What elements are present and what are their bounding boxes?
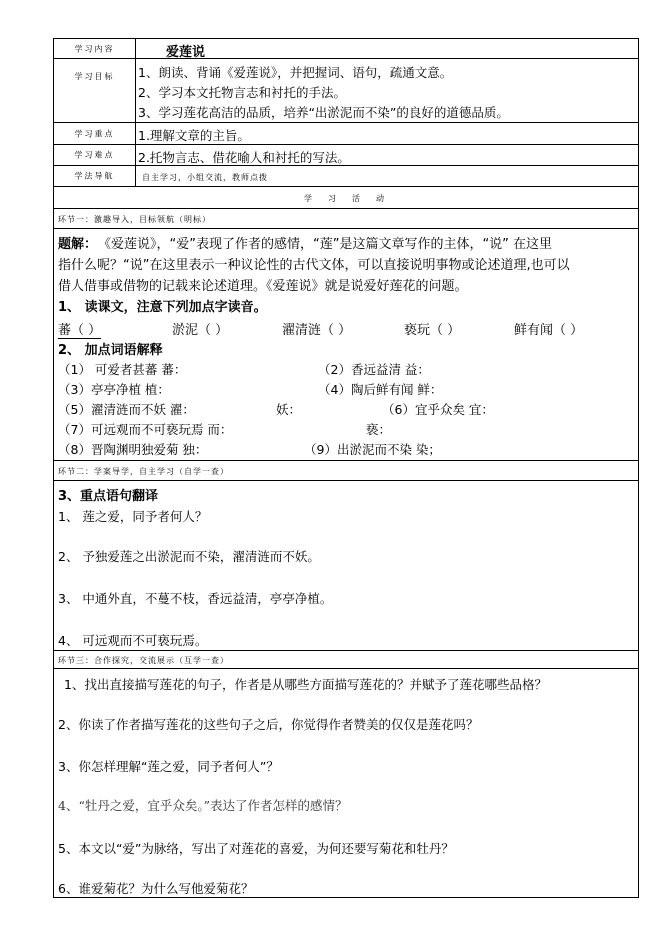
translate-item: 4、 可远观而不可亵玩焉。 xyxy=(58,633,208,648)
goals-list xyxy=(140,59,634,122)
pronounce-item: 蕃（ ） xyxy=(58,319,101,339)
word-item: （3）亭亭净植 植： xyxy=(58,382,170,397)
section3-title: 环节三：合作探究，交流展示（互学一查） xyxy=(58,656,229,665)
question-item: 1、找出直接描写莲花的句子，作者是从哪些方面描写莲花的？并赋予了莲花哪些品格？ xyxy=(64,677,547,692)
intro-line: 指什么呢？“说”在这里表示一种议论性的古代文体，可以直接说明事物或论述道理,也可以 xyxy=(58,258,570,273)
method-value: 自主学习，小组交流，教师点拨 xyxy=(142,173,268,182)
translate-item: 3、 中通外直，不蔓不枝，香远益清，亭亭净植。 xyxy=(58,591,333,606)
translate-item: 1、 莲之爱，同予者何人？ xyxy=(58,509,208,524)
difficulty-value: 2.托物言志、借花喻人和衬托的写法。 xyxy=(138,150,350,165)
section3-body xyxy=(54,669,638,897)
word-item: （9）出淤泥而不染 染； xyxy=(304,442,441,457)
question-item: 2、你读了作者描写莲花的这些句子之后，你觉得作者赞美的仅仅是莲花吗？ xyxy=(58,717,479,732)
key-label-cell xyxy=(54,123,136,144)
goal-item: 2、学习本文托物言志和衬托的手法。 xyxy=(138,85,346,100)
word-item: （7）可远观而不可亵玩焉 而： xyxy=(58,422,233,437)
goal-item: 3、学习莲花高洁的品质，培养“出淤泥而不染”的良好的道德品质。 xyxy=(138,105,509,120)
word-item: 妖： xyxy=(276,402,302,417)
goal-item: 1、朗读、背诵《爱莲说》，并把握词、语句，疏通文意。 xyxy=(138,65,453,80)
content-value-cell xyxy=(140,39,634,58)
question-item: 5、本文以“爱”为脉络，写出了对莲花的喜爱，为何还要写菊花和牡丹？ xyxy=(58,841,454,856)
method-value-cell xyxy=(140,166,634,186)
difficulty-label-cell xyxy=(54,145,136,165)
key-label: 学习重点 xyxy=(74,129,115,138)
section1-body xyxy=(54,229,638,461)
method-row xyxy=(54,166,638,187)
translate-title: 3、重点语句翻译 xyxy=(58,489,159,504)
content-label: 学习内容 xyxy=(74,44,115,53)
intro-label: 题解： xyxy=(58,237,98,252)
activity-header-row xyxy=(54,187,638,209)
section2-title: 环节二：学案导学，自主学习（自学一查） xyxy=(58,467,229,476)
content-row xyxy=(54,39,638,59)
section2-body xyxy=(54,481,638,651)
difficulty-value-cell xyxy=(140,145,634,165)
pronounce-item: 濯清涟（ ） xyxy=(282,323,352,338)
key-row xyxy=(54,123,638,145)
difficulty-row xyxy=(54,145,638,166)
content-label-cell xyxy=(54,39,136,58)
method-label: 学法导航 xyxy=(74,171,115,181)
word-item: （8）晋陶渊明独爱菊 独： xyxy=(58,442,208,457)
goals-row xyxy=(54,59,638,123)
section2-header-row xyxy=(54,461,638,481)
key-value: 1.理解文章的主旨。 xyxy=(138,128,250,143)
section1-title: 环节一：激趣导入，目标领航（明标） xyxy=(58,215,211,224)
word-item: （5）濯清涟而不妖 濯： xyxy=(58,402,195,417)
activity-title: 学 习 活 动 xyxy=(304,194,388,203)
words-title: 2、 加点词语解释 xyxy=(58,343,163,358)
goals-label: 学习目标 xyxy=(74,72,115,81)
question-item: 6、谁爱菊花？为什么写他爱菊花？ xyxy=(58,881,254,896)
lesson-title: 爱莲说 xyxy=(166,45,206,60)
section1-header-row xyxy=(54,209,638,229)
intro-line: 《爱莲说》，“爱”表现了作者的感情，“莲”是这篇文章写作的主体，“说” 在这里 xyxy=(98,237,553,252)
pronounce-item: 鲜有闻（ ） xyxy=(514,323,584,338)
pronounce-item: 亵玩（ ） xyxy=(404,323,461,338)
intro-line: 借人借事或借物的记载来论述道理。《爱莲说》就是说爱好莲花的问题。 xyxy=(58,279,468,294)
question-item: 3、你怎样理解“莲之爱，同予者何人”？ xyxy=(58,759,279,774)
word-item: 亵： xyxy=(366,422,392,437)
translate-item: 2、 予独爱莲之出淤泥而不染，濯清涟而不妖。 xyxy=(58,549,320,564)
question-item: 4、“牡丹之爱，宜乎众矣。”表达了作者怎样的感情？ xyxy=(58,798,348,813)
method-label-cell xyxy=(54,166,136,186)
pronounce-title: 1、 读课文，注意下列加点字读音。 xyxy=(58,300,267,315)
pronounce-item: 淤泥（ ） xyxy=(172,323,229,338)
word-item: （6）宜乎众矣 宜： xyxy=(382,402,494,417)
key-value-cell xyxy=(140,123,634,144)
word-item: （2）香远益清 益： xyxy=(318,362,430,377)
goals-label-cell xyxy=(54,59,136,122)
word-item: （4）陶后鲜有闻 鲜： xyxy=(318,382,443,397)
section3-header-row xyxy=(54,651,638,669)
difficulty-label: 学习难点 xyxy=(74,150,115,160)
worksheet-table xyxy=(53,38,639,898)
word-item: （1） 可爱者甚蕃 蕃： xyxy=(58,362,187,377)
